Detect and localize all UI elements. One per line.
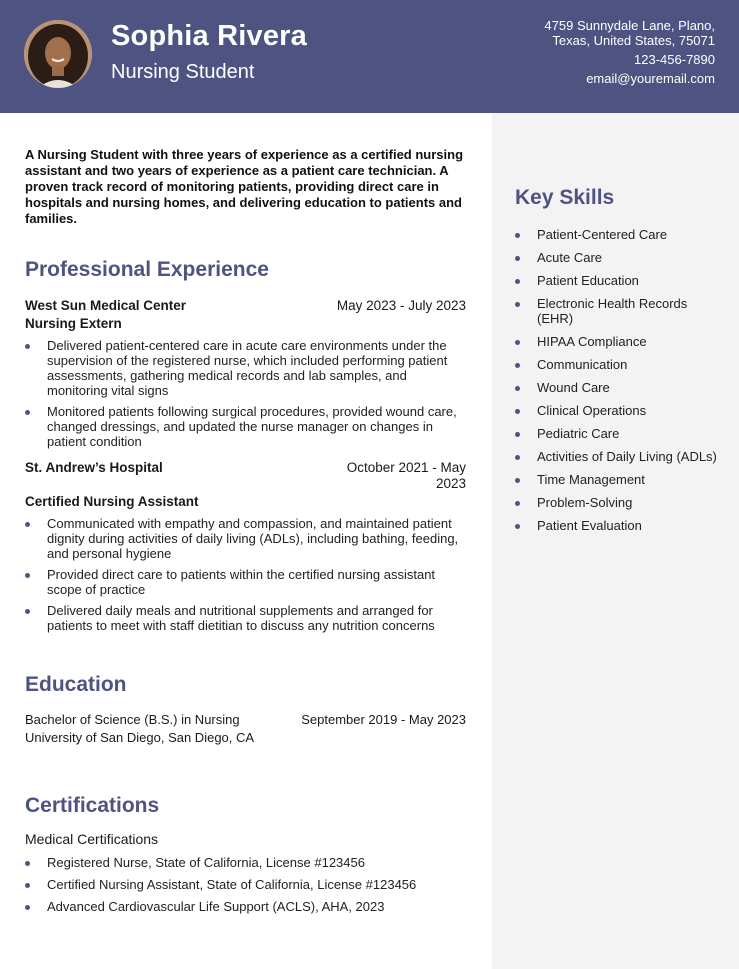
list-item: Electronic Health Records (EHR) xyxy=(515,296,725,326)
contact-block xyxy=(544,18,715,86)
list-item: Monitored patients following surgical procedures, provided wound care, changed dressings, and updated the nurse manager on changes in patient condition xyxy=(25,404,466,449)
list-item: Time Management xyxy=(515,472,725,487)
candidate-name: Sophia Rivera xyxy=(111,20,307,52)
skills-list xyxy=(515,227,725,533)
education-section xyxy=(25,673,466,745)
list-item: Registered Nurse, State of California, License #123456 xyxy=(25,855,466,870)
list-item: Pediatric Care xyxy=(515,426,725,441)
address-line-1: 4759 Sunnydale Lane, Plano, xyxy=(544,18,715,33)
job-employer: West Sun Medical Center xyxy=(25,298,187,313)
job-dates-line-2: 2023 xyxy=(435,476,466,491)
list-item: Acute Care xyxy=(515,250,725,265)
list-item: Wound Care xyxy=(515,380,725,395)
list-item: Advanced Cardiovascular Life Support (ACLS), AHA, 2023 xyxy=(25,899,466,914)
summary: A Nursing Student with three years of experience as a certified nursing assistant and two years of experience as a patient care technician. A proven track record of monitoring patients, providing direct care in hospitals and nursing homes, and delivering education to patients and families. xyxy=(25,147,464,226)
candidate-title: Nursing Student xyxy=(111,61,255,83)
list-item: Patient Evaluation xyxy=(515,518,725,533)
job-dates: May 2023 - July 2023 xyxy=(336,298,466,313)
job-dates-line-1: October 2021 - May xyxy=(346,460,466,475)
header-banner xyxy=(0,0,739,113)
job-header xyxy=(25,460,466,492)
avatar xyxy=(24,20,92,88)
skills-heading: Key Skills xyxy=(515,186,615,209)
list-item: Delivered patient-centered care in acute care environments under the supervision of the registered nurse, which included performing patient assessments, gathering medical records and lab samples, and monitoring vital signs xyxy=(25,338,466,398)
list-item: Communication xyxy=(515,357,725,372)
education-dates: September 2019 - May 2023 xyxy=(301,712,466,727)
address-line-2: Texas, United States, 75071 xyxy=(552,33,715,48)
education-school: University of San Diego, San Diego, CA xyxy=(25,730,255,745)
list-item: HIPAA Compliance xyxy=(515,334,725,349)
certifications-list xyxy=(25,855,466,914)
email: email@youremail.com xyxy=(586,71,715,86)
certifications-subheading: Medical Certifications xyxy=(25,831,159,847)
list-item: Certified Nursing Assistant, State of California, License #123456 xyxy=(25,877,466,892)
job-role: Certified Nursing Assistant xyxy=(25,494,199,509)
job-header xyxy=(25,298,466,313)
education-row xyxy=(25,712,466,727)
list-item: Activities of Daily Living (ADLs) xyxy=(515,449,725,464)
list-item: Clinical Operations xyxy=(515,403,725,418)
education-heading: Education xyxy=(25,673,127,696)
job-bullets xyxy=(25,516,466,633)
certifications-heading: Certifications xyxy=(25,794,160,817)
experience-heading: Professional Experience xyxy=(25,258,269,281)
job-role: Nursing Extern xyxy=(25,316,122,331)
education-degree: Bachelor of Science (B.S.) in Nursing xyxy=(25,712,240,727)
list-item: Provided direct care to patients within the certified nursing assistant scope of practice xyxy=(25,567,466,597)
experience-section xyxy=(25,258,466,639)
list-item: Patient-Centered Care xyxy=(515,227,725,242)
list-item: Delivered daily meals and nutritional supplements and arranged for patients to meet with staff dietitian to discuss any nutrition concerns xyxy=(25,603,466,633)
phone: 123-456-7890 xyxy=(634,52,715,67)
list-item: Patient Education xyxy=(515,273,725,288)
job-bullets xyxy=(25,338,466,449)
job-employer: St. Andrew’s Hospital xyxy=(25,460,163,475)
certifications-section xyxy=(25,794,466,921)
job-dates xyxy=(347,460,466,492)
skills-section xyxy=(515,186,725,541)
list-item: Problem-Solving xyxy=(515,495,725,510)
list-item: Communicated with empathy and compassion, and maintained patient dignity during activities of daily living (ADLs), including bathing, feeding, and personal hygiene xyxy=(25,516,466,561)
